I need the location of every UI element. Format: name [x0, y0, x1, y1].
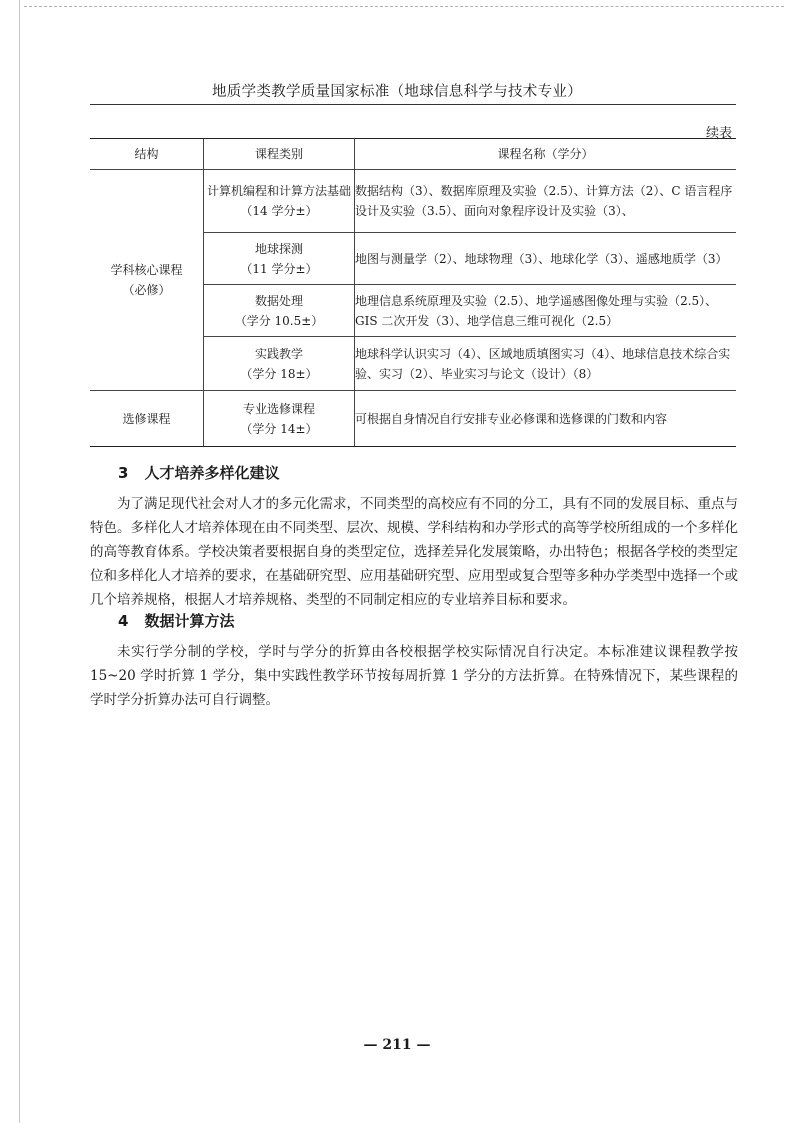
running-header: 地质学类教学质量国家标准（地球信息科学与技术专业） [212, 84, 582, 100]
structure-elective-cell: 选修课程 [90, 391, 204, 447]
section-3-paragraph: 为了满足现代社会对人才的多元化需求，不同类型的高校应有不同的分工，具有不同的发展目标、重点与特色。多样化人才培养体现在由不同类型、层次、规模、学科结构和办学形式的高等学校所组成的一个多样化的高等教育体系。学校决策者要根据自身的类型定位，选择差异化发展策略，办出特色；根据各学校的类型定位和多样化人才培养的要求，在基础研究型、应用基础研究型、应用型或复合型等多种办学类型中选择一个或几个培养规格，根据人才培养规格、类型的不同制定相应的专业培养目标和要求。 [90, 496, 738, 608]
section-3-number: 3 [118, 464, 129, 482]
category-credits: （学分 18±） [240, 366, 318, 381]
scan-edge-left [19, 0, 20, 1123]
category-cell [204, 285, 355, 337]
table-row [90, 391, 736, 447]
page-number: — 211 — [363, 1037, 431, 1053]
header-structure: 结构 [90, 139, 204, 170]
section-3-heading [118, 462, 279, 483]
course-list-cell: 可根据自身情况自行安排专业必修课和选修课的门数和内容 [355, 391, 737, 447]
course-list-cell: 地理信息系统原理及实验（2.5）、地学遥感图像处理与实验（2.5）、GIS 二次开发（3）、地学信息三维可视化（2.5） [355, 285, 737, 337]
continued-label: 续表 [705, 126, 732, 141]
course-table [90, 138, 736, 447]
category-cell [204, 337, 355, 391]
category-credits: （11 学分±） [240, 261, 318, 276]
category-name: 计算机编程和计算方法基础 [206, 184, 351, 198]
scan-edge-top [24, 6, 784, 7]
structure-core-cell [90, 170, 204, 391]
course-list-cell: 地球科学认识实习（4）、区域地质填图实习（4）、地球信息技术综合实验、实习（2）、毕业实习与论文（设计）（8） [355, 337, 737, 391]
section-4-title: 数据计算方法 [144, 612, 235, 630]
structure-core-label: 学科核心课程 [110, 263, 183, 277]
category-cell [204, 170, 355, 233]
header-category: 课程类别 [204, 139, 355, 170]
category-cell [204, 233, 355, 285]
section-4-paragraph: 未实行学分制的学校，学时与学分的折算由各校根据学校实际情况自行决定。本标准建议课程教学按 15~20 学时折算 1 学分，集中实践性教学环节按每周折算 1 学分的方法折算。在特殊情况下，某些课程的学时学分折算办法可自行调整。 [90, 644, 738, 708]
category-name: 地球探测 [254, 241, 303, 256]
table-row [90, 170, 736, 233]
section-3-title: 人才培养多样化建议 [144, 464, 280, 482]
category-name: 专业选修课程 [242, 401, 315, 416]
category-credits: （14 学分±） [240, 204, 318, 218]
category-name: 实践教学 [254, 346, 303, 361]
section-4-heading [118, 610, 234, 631]
header-course-name: 课程名称（学分） [355, 139, 737, 170]
category-credits: （学分 14±） [240, 421, 318, 436]
table-header-row [90, 139, 736, 170]
course-list-cell: 数据结构（3）、数据库原理及实验（2.5）、计算方法（2）、C 语言程序设计及实验（3.5）、面向对象程序设计及实验（3）、 [355, 170, 737, 233]
category-name: 数据处理 [254, 293, 303, 308]
header-rule [90, 104, 736, 105]
course-list-cell: 地图与测量学（2）、地球物理（3）、地球化学（3）、遥感地质学（3） [355, 233, 737, 285]
section-4-number: 4 [118, 612, 129, 630]
structure-core-required: （必修） [122, 283, 171, 297]
category-cell [204, 391, 355, 447]
category-credits: （学分 10.5±） [234, 313, 324, 328]
